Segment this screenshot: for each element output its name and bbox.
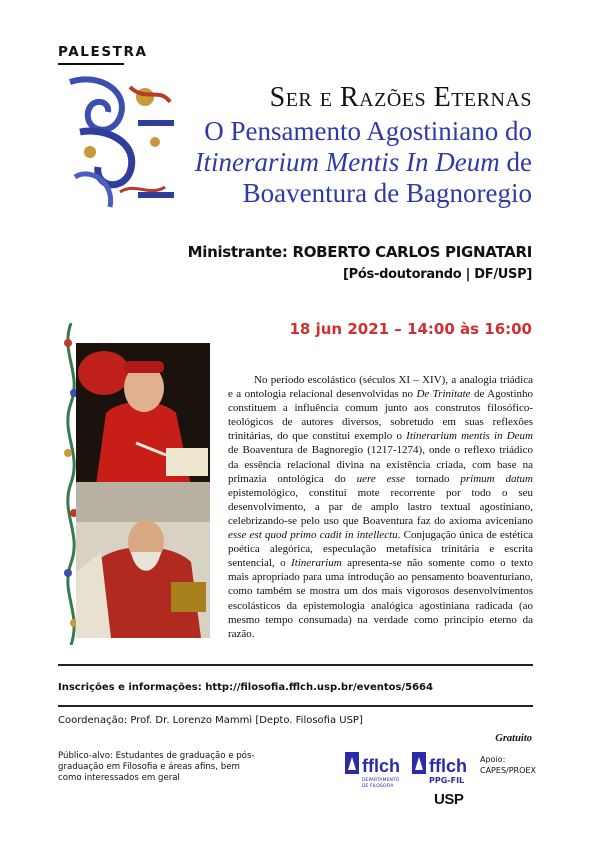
speaker-line: Ministrante: ROBERTO CARLOS PIGNATARI bbox=[187, 243, 532, 261]
abstract-paragraph: No período escolástico (séculos XI – XIV), a analogia triádica e a ontologia relacional desenvolvidas no De Trinitate de Agostinho constituem a influência comum junto aos construtos filosófico-teológicos de autores diversos, sobretudo em suas reflexões trinitárias, do que constitui exemplo o Itinerarium mentis in Deum de Boaventura de Bagnoregio (1217-1274), onde o reflexo triádico da essência relacional divina na existência criada, com base na primazia ontológica do uere esse tornado primum datum epistemológico, constitui mote recorrente por todo o seu desenvolvimento, a par de amplo lastro textual agostiniano, celebrizando-se pelo uso que Boaventura faz do axioma aviceniano esse est quod primo cadit in intellectu. Conjugação única de estética poética alegórica, especulação metafísica trinitária e escrita sentencial, o Itinerarium apresenta-se não somente como o texto mais apropriado para uma introdução ao pensamento boaventuriano, como também se mostra um dos mais vigorosos desenvolvimentos escolásticos da epistemologia analógica agostiniana radicada (ao mesmo tempo consumada) na verdade como princípio eterno da razão. bbox=[228, 374, 533, 640]
support-agency: CAPES/PROEX bbox=[480, 766, 536, 775]
divider-bottom bbox=[58, 705, 533, 707]
fflch-department-logo bbox=[345, 752, 407, 792]
subtitle-line-3: Boaventura de Bagnoregio bbox=[242, 178, 532, 208]
svg-text:DEPARTAMENTO: DEPARTAMENTO bbox=[362, 778, 400, 783]
svg-text:DE FILOSOFIA: DE FILOSOFIA bbox=[362, 784, 394, 789]
event-datetime: 18 jun 2021 – 14:00 às 16:00 bbox=[289, 320, 532, 338]
event-type-label: PALESTRA bbox=[58, 44, 148, 60]
speaker-name: ROBERTO CARLOS PIGNATARI bbox=[292, 243, 532, 261]
usp-logo bbox=[434, 790, 470, 806]
augustine-portrait-image bbox=[76, 482, 210, 638]
subtitle-line-1: O Pensamento Agostiniano do bbox=[204, 116, 532, 146]
target-audience-text: Público-alvo: Estudantes de graduação e pós-graduação em Filosofia e áreas afins, bem como interessados em geral bbox=[58, 751, 255, 783]
talk-title: Ser e Razões Eternas bbox=[269, 82, 532, 113]
book-title-italic: Itinerarium Mentis In Deum bbox=[194, 147, 500, 177]
subtitle-line-2: Itinerarium Mentis In Deum de bbox=[194, 147, 532, 177]
cardinal-portrait-image bbox=[76, 343, 210, 485]
free-admission-label: Gratuito bbox=[495, 733, 532, 744]
registration-info-link[interactable]: Inscrições e informações: http://filosofia.fflch.usp.br/eventos/5664 bbox=[58, 682, 433, 693]
svg-text:USP: USP bbox=[434, 791, 464, 806]
logo1-text: fflch bbox=[362, 756, 400, 776]
fflch-ppgfil-logo bbox=[412, 752, 474, 792]
speaker-affiliation: [Pós-doutorando | DF/USP] bbox=[343, 267, 532, 282]
svg-text:PPG-FIL: PPG-FIL bbox=[429, 776, 465, 785]
talk-subtitle bbox=[102, 116, 532, 209]
label-underline bbox=[58, 63, 124, 65]
logo2-text: fflch bbox=[429, 756, 467, 776]
divider-top bbox=[58, 664, 533, 666]
support-info: Apoio: CAPES/PROEX bbox=[480, 755, 536, 775]
coordination-text: Coordenação: Prof. Dr. Lorenzo Mammì [Depto. Filosofia USP] bbox=[58, 715, 363, 726]
